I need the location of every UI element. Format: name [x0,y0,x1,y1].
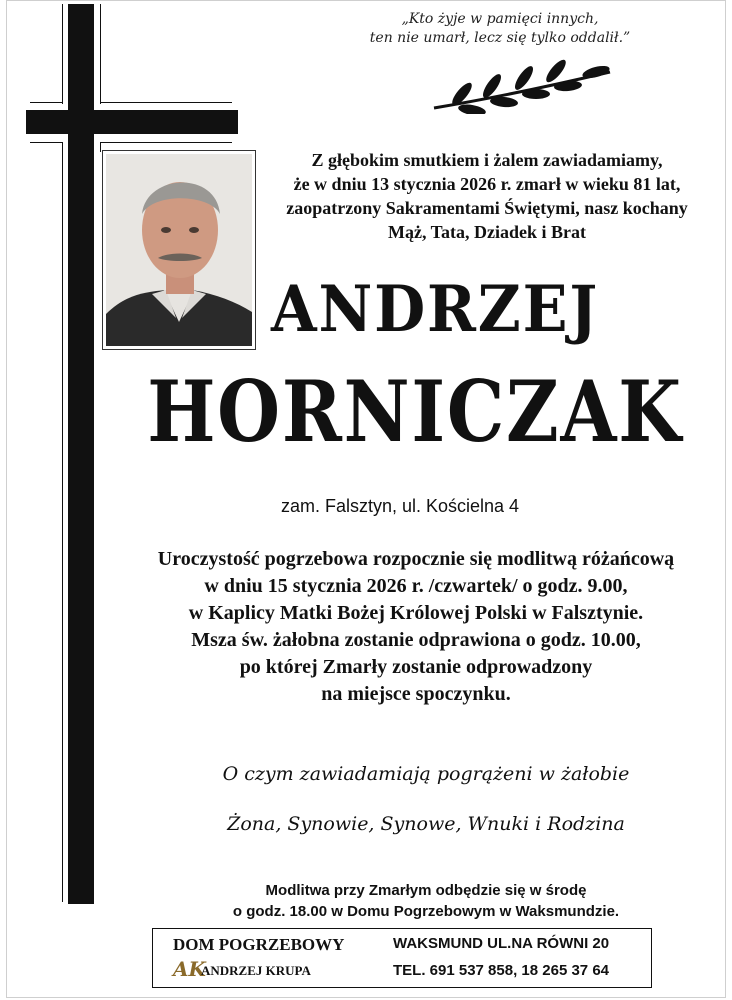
prayer-notice [120,880,732,922]
announcement-intro [262,148,712,244]
intro-line-2: że w dniu 13 stycznia 2026 r. zmarł w wieku 81 lat, [293,174,681,194]
deceased-address: zam. Falsztyn, ul. Kościelna 4 [280,496,520,516]
quote-line-1: „Kto żyje w pamięci innych, [401,11,599,27]
ceremony-line-1: Uroczystość pogrzebowa rozpocznie się modlitwą różańcową [157,548,675,570]
funeral-home-owner: ANDRZEJ KRUPA [201,963,311,978]
ceremony-line-5: po której Zmarły zostanie odprowadzony [239,656,593,678]
deceased-last-name: HORNICZAK [147,362,683,461]
ceremony-line-6: na miejsce spoczynku. [321,683,511,705]
intro-line-3: zaopatrzony Sakramentami Świętymi, nasz kochany [286,198,688,218]
funeral-home-name: DOM POGRZEBOWY [173,935,345,954]
prayer-line-2: o godz. 18.00 w Domu Pogrzebowym w Waksmundzie. [232,903,620,920]
olive-branch-icon [432,58,612,114]
funeral-home-phone: TEL. 691 537 858, 18 265 37 64 [393,962,609,979]
ceremony-line-3: w Kaplicy Matki Bożej Królowej Polski w Falsztynie. [188,602,644,624]
intro-line-4: Mąż, Tata, Dziadek i Brat [388,222,586,242]
ceremony-details [100,546,732,708]
mourners-list: Żona, Synowie, Synowe, Wnuki i Rodzina [227,813,625,835]
prayer-line-1: Modlitwa przy Zmarłym odbędzie się w środę [265,882,587,899]
funeral-home-box [152,928,652,988]
quote-line-2: ten nie umarł, lecz się tylko oddalił.” [369,30,631,46]
funeral-home-address: WAKSMUND UL.NA RÓWNI 20 [393,935,610,952]
intro-line-1: Z głębokim smutkiem i żalem zawiadamiamy, [311,150,663,170]
ceremony-line-4: Msza św. żałobna zostanie odprawiona o godz. 10.00, [191,629,641,651]
mourners-intro: O czym zawiadamiają pogrążeni w żałobie [222,763,630,785]
ceremony-line-2: w dniu 15 stycznia 2026 r. /czwartek/ o godz. 9.00, [204,575,628,597]
funeral-home-logo: AK [173,957,206,981]
deceased-first-name: ANDRZEJ [270,272,600,347]
memorial-quote [350,10,650,48]
